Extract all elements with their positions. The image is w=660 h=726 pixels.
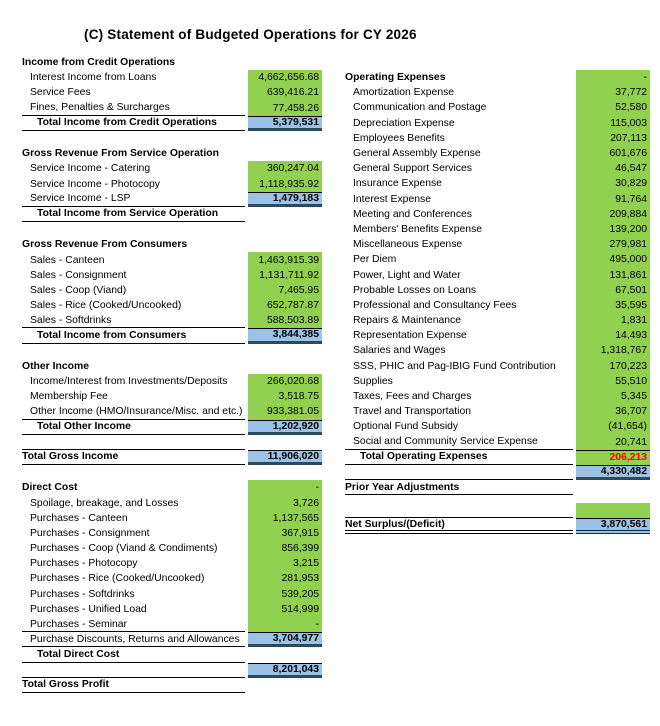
amount-cell: 37,772 bbox=[576, 85, 650, 100]
amount-cell: 5,345 bbox=[576, 389, 650, 404]
amount-cell: 67,501 bbox=[576, 283, 650, 298]
amount-cell: 1,118,935.92 bbox=[248, 177, 322, 192]
total-row bbox=[22, 207, 322, 222]
total-row bbox=[22, 450, 322, 465]
amount-cell: 91,764 bbox=[576, 192, 650, 207]
line-item-label: Power, Light and Water bbox=[353, 269, 461, 281]
statement-columns bbox=[0, 55, 660, 693]
total-label: Total Operating Expenses bbox=[345, 450, 573, 465]
line-item-label bbox=[22, 465, 245, 480]
section-header-label: Gross Revenue From Consumers bbox=[22, 239, 188, 251]
total-row bbox=[345, 450, 650, 465]
total-row bbox=[22, 678, 322, 693]
amount-cell: 139,200 bbox=[576, 222, 650, 237]
line-item-label: Depreciation Expense bbox=[353, 117, 455, 129]
line-item-label: Service Income - Photocopy bbox=[30, 178, 160, 190]
line-item-label: Purchase Discounts, Returns and Allowances bbox=[22, 632, 245, 647]
line-item-row bbox=[345, 343, 650, 358]
section-header-row bbox=[22, 480, 322, 495]
line-item-row bbox=[345, 374, 650, 389]
line-item-label: Service Fees bbox=[30, 87, 91, 99]
section-header-label: Gross Revenue From Service Operation bbox=[22, 148, 219, 160]
empty-amount-cell bbox=[576, 480, 650, 495]
line-item-row bbox=[22, 404, 322, 419]
line-item-row bbox=[345, 116, 650, 131]
amount-cell: (41,654) bbox=[576, 419, 650, 434]
amount-cell: 3,726 bbox=[248, 495, 322, 510]
line-item-row bbox=[22, 374, 322, 389]
page-title: (C) Statement of Budgeted Operations for CY 2026 bbox=[84, 27, 417, 42]
amount-cell: - bbox=[248, 617, 322, 632]
line-item-label: Miscellaneous Expense bbox=[353, 239, 463, 251]
line-item-row bbox=[345, 161, 650, 176]
amount-cell: 46,547 bbox=[576, 161, 650, 176]
amount-cell: 131,861 bbox=[576, 267, 650, 282]
amount-cell: 8,201,043 bbox=[248, 663, 322, 678]
amount-cell: 3,704,977 bbox=[248, 632, 322, 647]
empty-amount-cell bbox=[248, 131, 322, 146]
section-header-row bbox=[22, 146, 322, 161]
empty-amount-cell bbox=[248, 344, 322, 359]
amount-cell: 539,205 bbox=[248, 587, 322, 602]
empty-amount-cell bbox=[248, 359, 322, 374]
amount-cell: 55,510 bbox=[576, 374, 650, 389]
line-item-label: General Assembly Expense bbox=[353, 148, 481, 160]
empty-amount-cell bbox=[248, 237, 322, 252]
empty-amount-cell bbox=[576, 495, 650, 503]
line-item-label bbox=[22, 663, 245, 678]
line-item-row bbox=[345, 419, 650, 434]
line-item-row bbox=[22, 70, 322, 85]
line-item-label: Purchases - Photocopy bbox=[30, 558, 138, 570]
line-item-row bbox=[345, 146, 650, 161]
line-item-row bbox=[22, 313, 322, 328]
line-item-label: Taxes, Fees and Charges bbox=[353, 391, 472, 403]
total-row bbox=[22, 116, 322, 131]
spacer-row bbox=[345, 495, 650, 503]
line-item-row bbox=[22, 602, 322, 617]
line-item-label: Fines, Penalties & Surcharges bbox=[22, 101, 245, 116]
amount-cell: 1,318,767 bbox=[576, 343, 650, 358]
line-item-label: Spoilage, breakage, and Losses bbox=[30, 497, 179, 509]
line-item-label: Sales - Consignment bbox=[30, 269, 127, 281]
section-header-row bbox=[345, 70, 650, 85]
right-column bbox=[345, 55, 650, 534]
amount-cell: 14,493 bbox=[576, 328, 650, 343]
line-item-row bbox=[345, 100, 650, 115]
amount-cell bbox=[576, 503, 650, 518]
line-item-row bbox=[345, 313, 650, 328]
amount-cell: 495,000 bbox=[576, 252, 650, 267]
line-item-row bbox=[345, 389, 650, 404]
line-item-row bbox=[22, 252, 322, 267]
line-item-row bbox=[345, 404, 650, 419]
line-item-row bbox=[22, 161, 322, 176]
empty-amount-cell bbox=[248, 647, 322, 662]
total-label: Net Surplus/(Deficit) bbox=[345, 518, 573, 533]
amount-cell: 266,020.68 bbox=[248, 374, 322, 389]
line-item-label: Communication and Postage bbox=[353, 102, 487, 114]
section-header-label: Income from Credit Operations bbox=[22, 57, 175, 69]
line-item-row bbox=[22, 541, 322, 556]
line-item-row bbox=[22, 268, 322, 283]
line-item-label: Membership Fee bbox=[30, 391, 108, 403]
total-label: Total Other Income bbox=[22, 420, 245, 435]
amount-cell: 7,465.95 bbox=[248, 283, 322, 298]
line-item-label bbox=[22, 435, 245, 450]
total-row bbox=[22, 420, 322, 435]
line-item-row bbox=[22, 389, 322, 404]
section-header-row bbox=[22, 359, 322, 374]
amount-cell: 206,213 bbox=[576, 450, 650, 465]
line-item-label: Sales - Softdrinks bbox=[22, 313, 245, 328]
line-item-label: Interest Expense bbox=[353, 193, 431, 205]
amount-cell: 360,247.04 bbox=[248, 161, 322, 176]
line-item-row bbox=[22, 192, 322, 207]
empty-amount-cell bbox=[248, 465, 322, 480]
line-item-row bbox=[22, 495, 322, 510]
line-item-label: Service Income - Catering bbox=[30, 163, 151, 175]
budget-statement-sheet bbox=[0, 27, 660, 693]
line-item-label: Meeting and Conferences bbox=[353, 208, 472, 220]
line-item-row bbox=[22, 526, 322, 541]
line-item-label: Service Income - LSP bbox=[22, 192, 245, 207]
line-item-label: Sales - Canteen bbox=[30, 254, 105, 266]
line-item-row bbox=[345, 85, 650, 100]
line-item-label: Income/Interest from Investments/Deposits bbox=[30, 376, 228, 388]
line-item-label: Members' Benefits Expense bbox=[353, 223, 483, 235]
line-item-row bbox=[345, 192, 650, 207]
spacer-row bbox=[22, 435, 322, 450]
amount-cell: 20,741 bbox=[576, 435, 650, 450]
line-item-row bbox=[22, 283, 322, 298]
line-item-row bbox=[345, 237, 650, 252]
line-item-row bbox=[345, 359, 650, 374]
section-header-row bbox=[22, 55, 322, 70]
total-label: Total Income from Credit Operations bbox=[22, 116, 245, 131]
line-item-label: Purchases - Coop (Viand & Condiments) bbox=[30, 543, 218, 555]
line-item-label: Repairs & Maintenance bbox=[353, 315, 462, 327]
empty-amount-cell bbox=[248, 678, 322, 693]
amount-cell: - bbox=[248, 480, 322, 495]
total-row bbox=[345, 518, 650, 533]
total-row bbox=[22, 647, 322, 662]
section-header-label: Other Income bbox=[22, 360, 89, 372]
line-item-label: Optional Fund Subsidy bbox=[353, 421, 459, 433]
line-item-label: Purchases - Softdrinks bbox=[30, 588, 135, 600]
line-item-label: Representation Expense bbox=[353, 330, 467, 342]
section-header-label: Operating Expenses bbox=[345, 72, 446, 84]
amount-cell: 367,915 bbox=[248, 526, 322, 541]
amount-cell: 4,330,482 bbox=[576, 465, 650, 480]
line-item-row bbox=[22, 632, 322, 647]
line-item-label: Interest Income from Loans bbox=[30, 72, 157, 84]
line-item-label bbox=[22, 131, 245, 146]
line-item-row bbox=[22, 177, 322, 192]
line-item-row bbox=[345, 252, 650, 267]
spacer-row bbox=[22, 344, 322, 359]
line-item-label: Probable Losses on Loans bbox=[353, 284, 477, 296]
amount-cell: 588,503.89 bbox=[248, 313, 322, 328]
line-item-label: Employees Benefits bbox=[353, 132, 445, 144]
line-item-label: Salaries and Wages bbox=[353, 345, 446, 357]
total-row bbox=[345, 480, 650, 495]
empty-amount-cell bbox=[248, 207, 322, 222]
amount-cell: 52,580 bbox=[576, 100, 650, 115]
total-label: Total Gross Income bbox=[22, 450, 245, 465]
line-item-row bbox=[22, 298, 322, 313]
amount-cell: 1,831 bbox=[576, 313, 650, 328]
amount-cell: 30,829 bbox=[576, 176, 650, 191]
line-item-row bbox=[22, 663, 322, 678]
amount-cell: 35,595 bbox=[576, 298, 650, 313]
section-header-row bbox=[22, 237, 322, 252]
line-item-row bbox=[345, 465, 650, 480]
amount-cell: 639,416.21 bbox=[248, 85, 322, 100]
line-item-label: Sales - Coop (Viand) bbox=[30, 284, 127, 296]
amount-cell: 933,381.05 bbox=[248, 404, 322, 419]
line-item-row bbox=[22, 571, 322, 586]
amount-cell: 279,981 bbox=[576, 237, 650, 252]
total-label: Total Gross Profit bbox=[22, 678, 245, 693]
line-item-row bbox=[22, 587, 322, 602]
amount-cell: 3,518.75 bbox=[248, 389, 322, 404]
line-item-label: Professional and Consultancy Fees bbox=[353, 299, 517, 311]
total-label: Total Income from Service Operation bbox=[22, 207, 245, 222]
line-item-label: Purchases - Consignment bbox=[30, 527, 150, 539]
amount-cell: 514,999 bbox=[248, 602, 322, 617]
amount-cell: 209,884 bbox=[576, 207, 650, 222]
line-item-row bbox=[345, 267, 650, 282]
line-item-label: Amortization Expense bbox=[353, 87, 455, 99]
total-label: Total Income from Consumers bbox=[22, 328, 245, 343]
left-column bbox=[22, 55, 322, 693]
amount-cell: 1,131,711.92 bbox=[248, 268, 322, 283]
line-item-row bbox=[345, 503, 650, 518]
empty-amount-cell bbox=[248, 55, 322, 70]
line-item-row bbox=[22, 101, 322, 116]
amount-cell: 3,215 bbox=[248, 556, 322, 571]
line-item-label: Per Diem bbox=[353, 254, 397, 266]
empty-amount-cell bbox=[248, 435, 322, 450]
amount-cell: 652,787.87 bbox=[248, 298, 322, 313]
line-item-label bbox=[345, 465, 573, 480]
line-item-row bbox=[345, 222, 650, 237]
amount-cell: 115,003 bbox=[576, 116, 650, 131]
line-item-label bbox=[22, 222, 245, 237]
line-item-label: Travel and Transportation bbox=[353, 406, 472, 418]
line-item-row bbox=[345, 131, 650, 146]
line-item-label: Social and Community Service Expense bbox=[345, 435, 573, 450]
line-item-row bbox=[345, 283, 650, 298]
amount-cell: - bbox=[576, 70, 650, 85]
amount-cell: 856,399 bbox=[248, 541, 322, 556]
amount-cell: 36,707 bbox=[576, 404, 650, 419]
line-item-label: Purchases - Canteen bbox=[30, 512, 128, 524]
line-item-label: Other Income (HMO/Insurance/Misc. and etc.) bbox=[22, 404, 245, 419]
amount-cell: 601,676 bbox=[576, 146, 650, 161]
total-label: Total Direct Cost bbox=[22, 647, 245, 662]
amount-cell: 281,953 bbox=[248, 571, 322, 586]
empty-amount-cell bbox=[248, 222, 322, 237]
amount-cell: 170,223 bbox=[576, 359, 650, 374]
line-item-label: Sales - Rice (Cooked/Uncooked) bbox=[30, 300, 182, 312]
amount-cell: 1,463,915.39 bbox=[248, 252, 322, 267]
amount-cell: 11,906,020 bbox=[248, 450, 322, 465]
amount-cell: 77,458.26 bbox=[248, 101, 322, 116]
spacer-row bbox=[22, 465, 322, 480]
amount-cell: 5,379,531 bbox=[248, 116, 322, 131]
amount-cell: 4,662,656.68 bbox=[248, 70, 322, 85]
total-row bbox=[22, 328, 322, 343]
line-item-row bbox=[345, 328, 650, 343]
total-label: Prior Year Adjustments bbox=[345, 480, 573, 495]
line-item-label bbox=[345, 495, 573, 503]
amount-cell: 1,137,565 bbox=[248, 511, 322, 526]
line-item-label: Insurance Expense bbox=[353, 178, 442, 190]
line-item-row bbox=[22, 85, 322, 100]
line-item-label bbox=[345, 503, 573, 518]
line-item-row bbox=[22, 556, 322, 571]
spacer-row bbox=[22, 222, 322, 237]
spacer-row bbox=[22, 131, 322, 146]
amount-cell: 207,113 bbox=[576, 131, 650, 146]
line-item-row bbox=[22, 511, 322, 526]
line-item-row bbox=[22, 617, 322, 632]
line-item-label bbox=[22, 344, 245, 359]
line-item-row bbox=[345, 435, 650, 450]
line-item-label: Purchases - Unified Load bbox=[30, 603, 147, 615]
amount-cell: 1,479,183 bbox=[248, 192, 322, 207]
section-header-label: Direct Cost bbox=[22, 482, 78, 494]
line-item-label: Purchases - Rice (Cooked/Uncooked) bbox=[30, 573, 205, 585]
line-item-label: SSS, PHIC and Pag-IBIG Fund Contribution bbox=[353, 360, 556, 372]
line-item-label: Purchases - Seminar bbox=[22, 617, 245, 632]
empty-amount-cell bbox=[248, 146, 322, 161]
line-item-label: Supplies bbox=[353, 375, 393, 387]
line-item-label: General Support Services bbox=[353, 163, 472, 175]
amount-cell: 1,202,920 bbox=[248, 420, 322, 435]
line-item-row bbox=[345, 298, 650, 313]
amount-cell: 3,844,385 bbox=[248, 328, 322, 343]
amount-cell: 3,870,561 bbox=[576, 518, 650, 533]
line-item-row bbox=[345, 207, 650, 222]
line-item-row bbox=[345, 176, 650, 191]
